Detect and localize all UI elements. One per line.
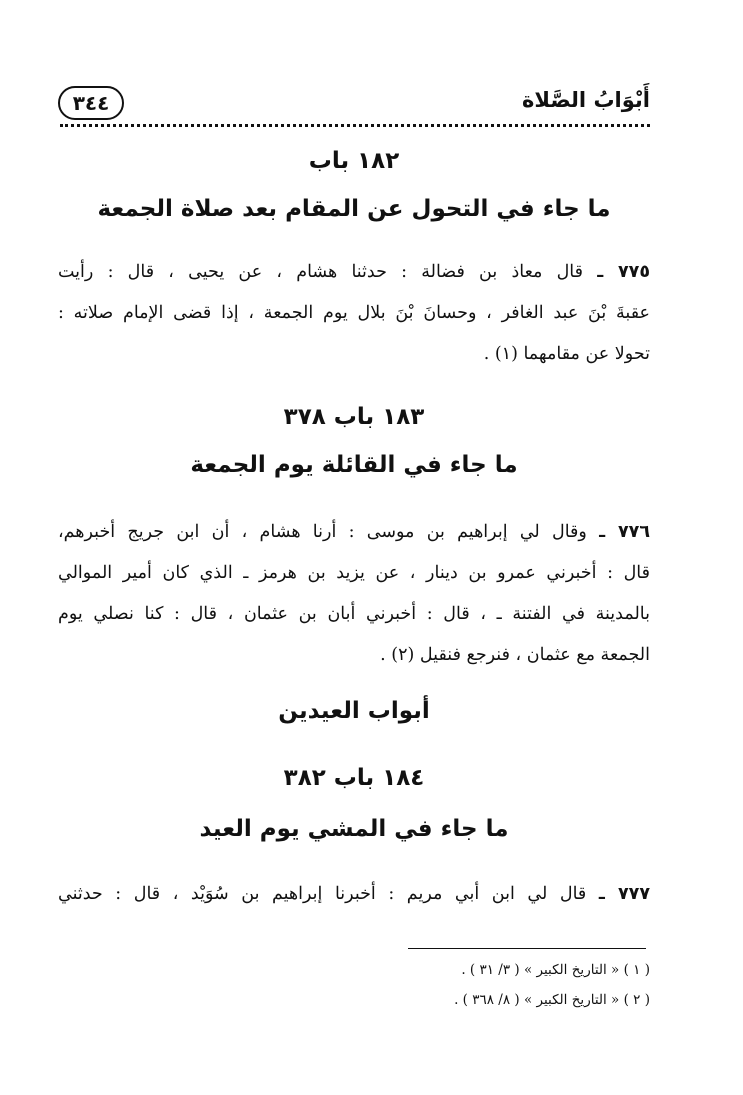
paragraph-line: ٧٧٦ ـ وقال لي إبراهيم بن موسى : أرنا هشام ، أن ابن جريج أخبرهم، — [58, 522, 650, 542]
book-title: أبواب العيدين — [278, 698, 430, 724]
paragraph-line: عقبةَ بْنَ عبد الغافر ، وحسانَ بْنَ بلال يوم الجمعة ، إذا قضى الإمام صلاته : — [58, 303, 650, 323]
paragraph-line: ٧٧٥ ـ قال معاذ بن فضالة : حدثنا هشام ، عن يحيى ، قال : رأيت — [58, 262, 650, 282]
page-number: ٣٤٤ — [58, 86, 124, 120]
paragraph-line: الجمعة مع عثمان ، فنرجع فنقيل (٢) . — [380, 645, 650, 665]
chapter-title: ما جاء في القائلة يوم الجمعة — [190, 452, 518, 478]
hadith-number: ٧٧٥ ـ — [597, 262, 650, 282]
chapter-number: ١٨٤ باب ٣٨٢ — [283, 765, 425, 791]
chapter-title: ما جاء في المشي يوم العيد — [199, 816, 509, 842]
paragraph-line: قال : أخبرني عمرو بن دينار ، عن يزيد بن هرمز ـ الذي كان أمير الموالي — [58, 563, 650, 583]
hadith-paragraph — [58, 874, 650, 915]
footnote-separator — [408, 948, 646, 949]
hadith-paragraph — [58, 512, 650, 676]
paragraph-line: تحولا عن مقامهما (١) . — [483, 344, 650, 364]
paragraph-line: ٧٧٧ ـ قال لي ابن أبي مريم : أخبرنا إبراهيم بن سُوَيْد ، قال : حدثني — [58, 884, 650, 904]
hadith-number: ٧٧٦ ـ — [599, 522, 650, 542]
page-header — [58, 86, 650, 122]
paragraph-line: بالمدينة في الفتنة ـ ، قال : أخبرني أبان بن عثمان ، قال : كنا نصلي يوم — [58, 604, 650, 624]
running-title: أَبْوَابُ الصَّلاة — [522, 88, 650, 112]
chapter-number: ١٨٢ باب — [308, 148, 400, 174]
chapter-number: ١٨٣ باب ٣٧٨ — [283, 404, 425, 430]
header-rule — [60, 124, 650, 127]
footnote: ( ١ ) « التاريخ الكبير » ( ٣/ ٣١ ) . — [461, 962, 650, 978]
chapter-title: ما جاء في التحول عن المقام بعد صلاة الجمعة — [97, 196, 611, 222]
hadith-paragraph — [58, 252, 650, 375]
hadith-number: ٧٧٧ ـ — [598, 884, 650, 904]
footnote: ( ٢ ) « التاريخ الكبير » ( ٨/ ٣٦٨ ) . — [454, 992, 650, 1008]
